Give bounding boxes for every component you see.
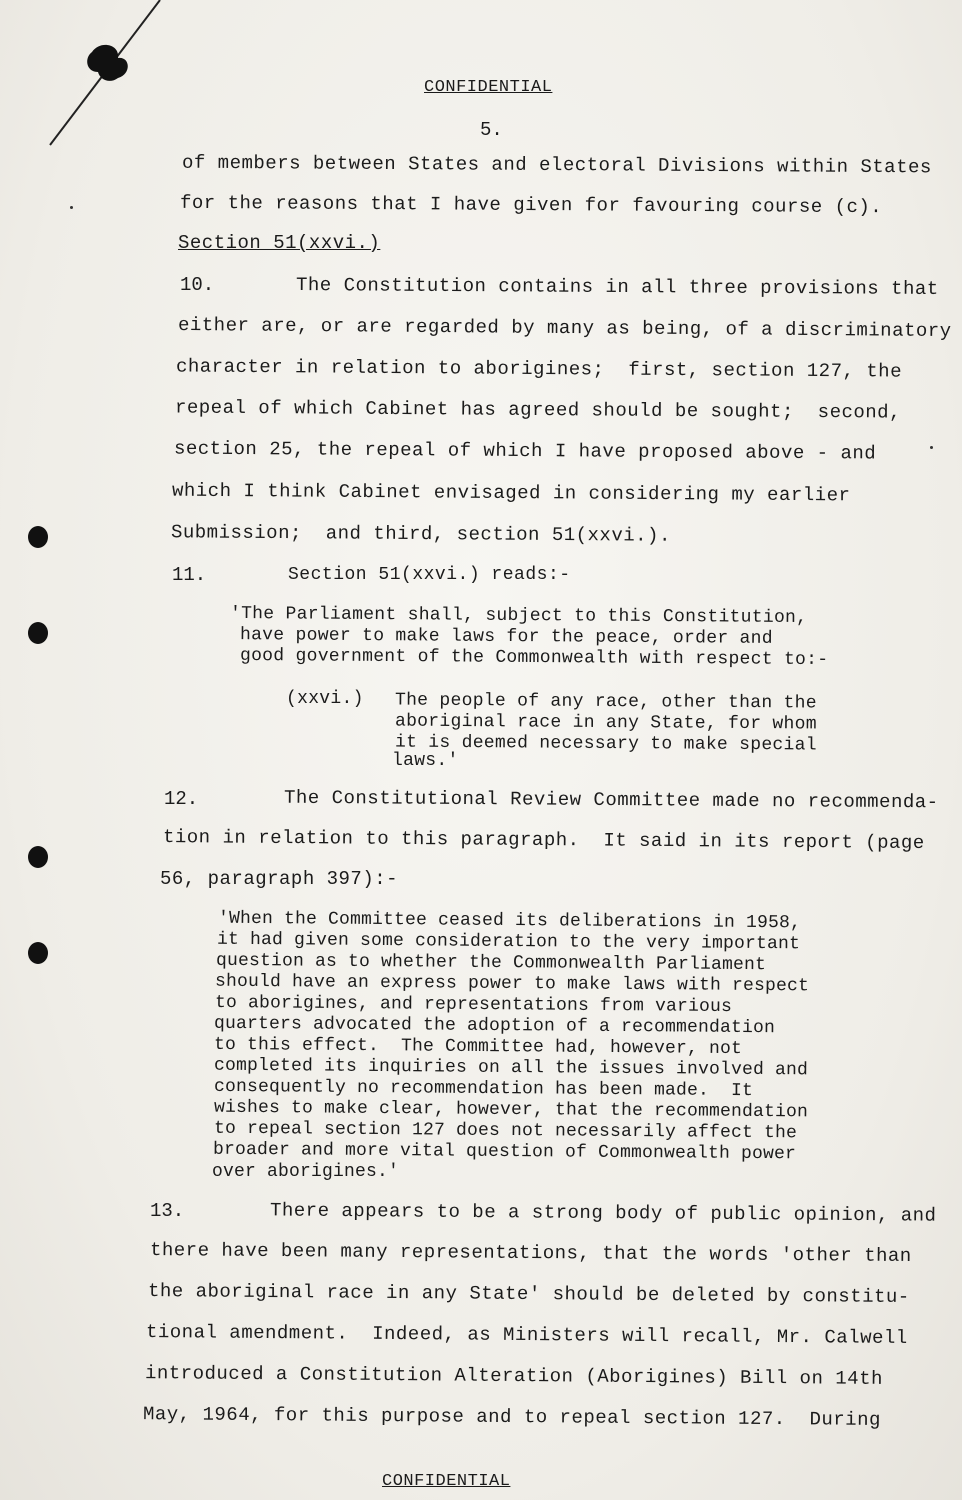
paragraph-line: Section 51(xxvi.) reads:- xyxy=(288,565,571,585)
paragraph-line: section 25, the repeal of which I have proposed above - and xyxy=(173,437,877,465)
paragraph-line: Submission; and third, section 51(xxvi.). xyxy=(170,521,671,547)
quote-line: to this effect. The Committee had, however, not xyxy=(213,1034,743,1060)
sub-clause-line: The people of any race, other than the xyxy=(394,690,817,714)
paragraph-line: tion in relation to this paragraph. It said in its report (page xyxy=(162,826,925,854)
sub-clause-line: aboriginal race in any State, for whom xyxy=(394,711,817,735)
sub-clause-line: it is deemed necessary to make special xyxy=(394,732,817,756)
intro-line: for the reasons that I have given for favouring course (c). xyxy=(179,191,883,219)
quote-line: consequently no recommendation has been made. It xyxy=(213,1076,754,1102)
paragraph-number: 10. xyxy=(180,274,215,296)
quote-line: wishes to make clear, however, that the recommendation xyxy=(213,1097,809,1123)
page-number: 5. xyxy=(480,119,503,141)
quote-line: to aborigines, and representations from various xyxy=(214,992,733,1018)
quote-line: 'The Parliament shall, subject to this Constitution, xyxy=(229,603,808,629)
paragraph-number: 12. xyxy=(164,788,199,810)
speck-mark xyxy=(930,446,933,449)
punch-hole-mark xyxy=(28,846,48,868)
paragraph-line: May, 1964, for this purpose and to repeal section 127. During xyxy=(142,1403,882,1431)
classification-footer: CONFIDENTIAL xyxy=(382,1472,511,1491)
paragraph-number: 11. xyxy=(172,564,207,586)
quote-line: broader and more vital question of Commonwealth power xyxy=(212,1139,797,1165)
paragraph-line: 56, paragraph 397):- xyxy=(160,868,399,890)
quote-line: have power to make laws for the peace, order and xyxy=(239,625,773,649)
sub-clause-label: (xxvi.) xyxy=(286,689,364,709)
quote-line: it had given some consideration to the very important xyxy=(216,929,801,955)
paragraph-line: repeal of which Cabinet has agreed should be sought; second, xyxy=(174,396,902,424)
pen-stroke-mark xyxy=(40,0,220,160)
paragraph-line: which I think Cabinet envisaged in considering my earlier xyxy=(171,479,851,507)
paragraph-line: either are, or are regarded by many as being, of a discriminatory xyxy=(177,313,952,343)
quote-line: question as to whether the Commonwealth Parliament xyxy=(215,950,767,976)
punch-hole-mark xyxy=(28,526,48,548)
paragraph-line: There appears to be a strong body of public opinion, and xyxy=(269,1199,937,1227)
sub-clause-line: laws.' xyxy=(392,751,459,771)
paragraph-line: tional amendment. Indeed, as Ministers will recall, Mr. Calwell xyxy=(145,1321,908,1349)
paragraph-line: there have been many representations, that the words 'other than xyxy=(149,1239,912,1267)
quote-line: 'When the Committee ceased its deliberations in 1958, xyxy=(217,908,802,934)
intro-line: of members between States and electoral Divisions within States xyxy=(181,151,932,179)
quote-line: completed its inquiries on all the issues involved and xyxy=(213,1055,809,1081)
section-heading: Section 51(xxvi.) xyxy=(178,232,381,254)
quote-line: quarters advocated the adoption of a recommendation xyxy=(213,1013,776,1039)
paragraph-line: the aboriginal race in any State' should be deleted by constitu- xyxy=(147,1280,910,1308)
quote-line: over aborigines.' xyxy=(212,1162,400,1182)
punch-hole-mark xyxy=(28,622,48,644)
speck-mark xyxy=(70,206,73,209)
quote-line: good government of the Commonwealth with respect to:- xyxy=(239,645,829,671)
paragraph-line: The Constitution contains in all three provisions that xyxy=(295,274,939,300)
quote-line: to repeal section 127 does not necessarily affect the xyxy=(213,1118,798,1144)
quote-line: should have an express power to make laws with respect xyxy=(214,971,810,997)
classification-header: CONFIDENTIAL xyxy=(424,78,553,97)
paragraph-line: introduced a Constitution Alteration (Aborigines) Bill on 14th xyxy=(144,1362,884,1390)
paragraph-number: 13. xyxy=(150,1200,185,1222)
paragraph-line: The Constitutional Review Committee made no recommenda- xyxy=(283,786,939,814)
punch-hole-mark xyxy=(28,942,48,964)
paragraph-line: character in relation to aborigines; first, section 127, the xyxy=(175,355,903,383)
